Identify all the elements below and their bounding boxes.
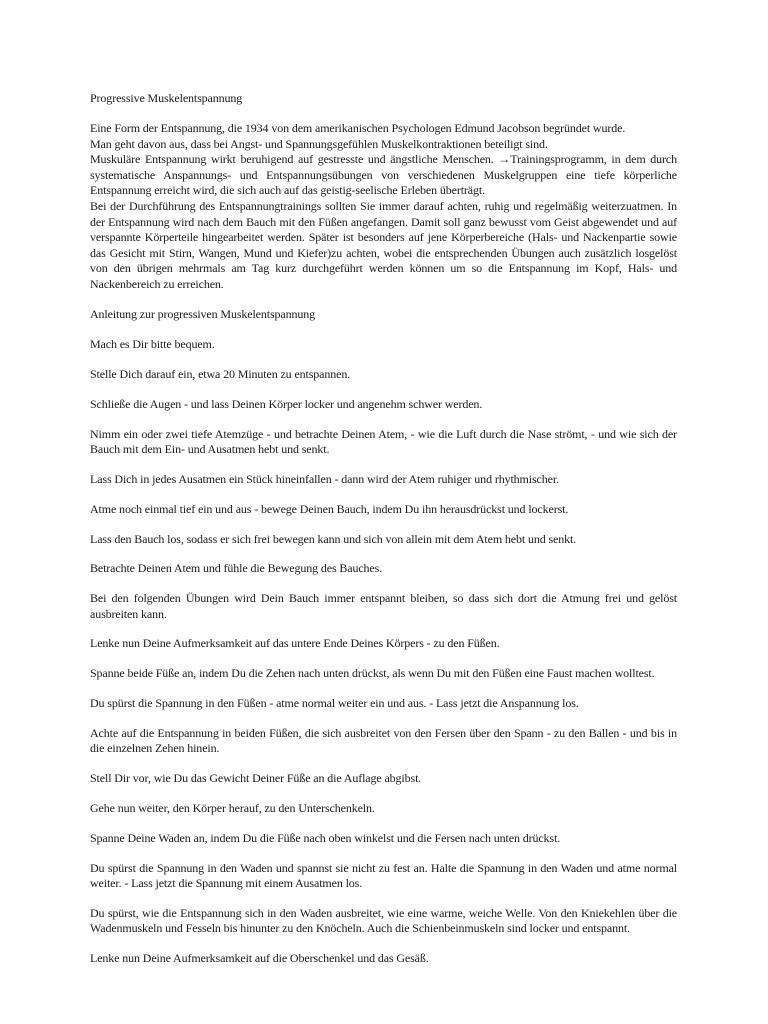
instruction-step: Spanne Deine Waden an, indem Du die Füße nach oben winkelst und die Fersen nach unten drückst.: [90, 830, 561, 845]
instruction-step: Betrachte Deinen Atem und fühle die Bewegung des Bauches.: [90, 561, 383, 576]
instruction-step: Spanne beide Füße an, indem Du die Zehen nach unten drückst, als wenn Du mit den Füßen eine Faust machen wolltest.: [90, 666, 655, 681]
instruction-step: Schließe die Augen - und lass Deinen Körper locker und angenehm schwer werden.: [90, 396, 483, 411]
instruction-step: Du spürst die Spannung in den Waden und spannst sie nicht zu fest an. Halte die Spannung in den Waden und atme normal weiter. - Lass jetzt die Spannung mit einem Ausatmen los.: [90, 860, 677, 891]
instruction-step: Gehe nun weiter, den Körper herauf, zu den Unterschenkeln.: [90, 800, 375, 815]
instruction-list: [90, 337, 677, 967]
instruction-step: Stelle Dich darauf ein, etwa 20 Minuten zu entspannen.: [90, 367, 351, 381]
instruction-step: Bei den folgenden Übungen wird Dein Bauch immer entspannt bleiben, so dass sich dort die Atmung frei und gelöst ausbreiten kann.: [90, 591, 677, 621]
document-title: Progressive Muskelentspannung: [90, 91, 243, 105]
intro-section: [90, 121, 677, 293]
instruction-step: Stell Dir vor, wie Du das Gewicht Deiner Füße an die Auflage abgibst.: [90, 771, 422, 786]
instruction-step: Lenke nun Deine Aufmerksamkeit auf die Oberschenkel und das Gesäß.: [90, 951, 429, 966]
instruction-step: Nimm ein oder zwei tiefe Atemzüge - und betrachte Deinen Atem, - wie die Luft durch die Nase strömt, - und wie sich der Bauch mit dem Ein- und Ausatmen hebt und senkt.: [90, 426, 677, 457]
instruction-step: Lass Dich in jedes Ausatmen ein Stück hineinfallen - dann wird der Atem ruhiger und rhythmischer.: [90, 471, 559, 486]
section-heading: Anleitung zur progressiven Muskelentspannung: [90, 307, 316, 322]
instruction-step: Mach es Dir bitte bequem.: [90, 337, 215, 352]
intro-paragraph: Eine Form der Entspannung, die 1934 von dem amerikanischen Psychologen Edmund Jacobson begründet wurde.: [90, 121, 626, 136]
instruction-step: Du spürst, wie die Entspannung sich in den Waden ausbreitet, wie eine warme, weiche Welle. Von den Kniekehlen über die Wadenmuskeln und Fesseln bis hinunter zu den Knöcheln. Auch die Schienbeinmuskeln sind locker und entspannt.: [90, 905, 677, 936]
intro-paragraph: Man geht davon aus, dass bei Angst- und Spannungsgefühlen Muskelkontraktionen beteiligt sind.: [90, 136, 548, 151]
instruction-step: Du spürst die Spannung in den Füßen - atme normal weiter ein und aus. - Lass jetzt die Anspannung los.: [90, 696, 579, 710]
instruction-step: Lass den Bauch los, sodass er sich frei bewegen kann und sich von allein mit dem Atem hebt und senkt.: [90, 531, 577, 546]
intro-paragraph: Bei der Durchführung des Entspannungtrainings sollten Sie immer darauf achten, ruhig und regelmäßig weiterzuatmen. In der Entspannung wird nach dem Bauch mit den Füßen angefangen. Damit soll ganz bewusst vom Geist abgewendet und auf verspannte Körperteile hingearbeitet werden. Später ist besonders auf jene Körperbereiche (Hals- und Nackenpartie sowie das Gesicht mit Stirn, Wangen, Mund und Kiefer)zu achten, wobei die entsprechenden Übungen auch zusätzlich losgelöst von den übrigen mehrmals am Tag kurz durchgeführt werden können um so die Entspannung im Kopf, Hals- und Nackenbereich zu erreichen.: [90, 199, 677, 292]
instruction-step: Lenke nun Deine Aufmerksamkeit auf das untere Ende Deines Körpers - zu den Füßen.: [90, 636, 500, 651]
intro-paragraph: Muskuläre Entspannung wirkt beruhigend auf gestresste und ängstliche Menschen. →Trainingsprogramm, in dem durch systematische Anspannungs- und Entspannungsübungen von verschiedenen Muskelgruppen eine tiefe körperliche Entspannung erreicht wird, die sich auch auf das geistig-seelische Erleben überträgt.: [90, 152, 677, 198]
instruction-step: Achte auf die Entspannung in beiden Füßen, die sich ausbreitet von den Fersen über den Spann - zu den Ballen - und bis in die einzelnen Zehen hinein.: [90, 725, 677, 756]
document-page: [90, 91, 677, 981]
instruction-step: Atme noch einmal tief ein und aus - bewege Deinen Bauch, indem Du ihn herausdrückst und lockerst.: [90, 501, 569, 516]
